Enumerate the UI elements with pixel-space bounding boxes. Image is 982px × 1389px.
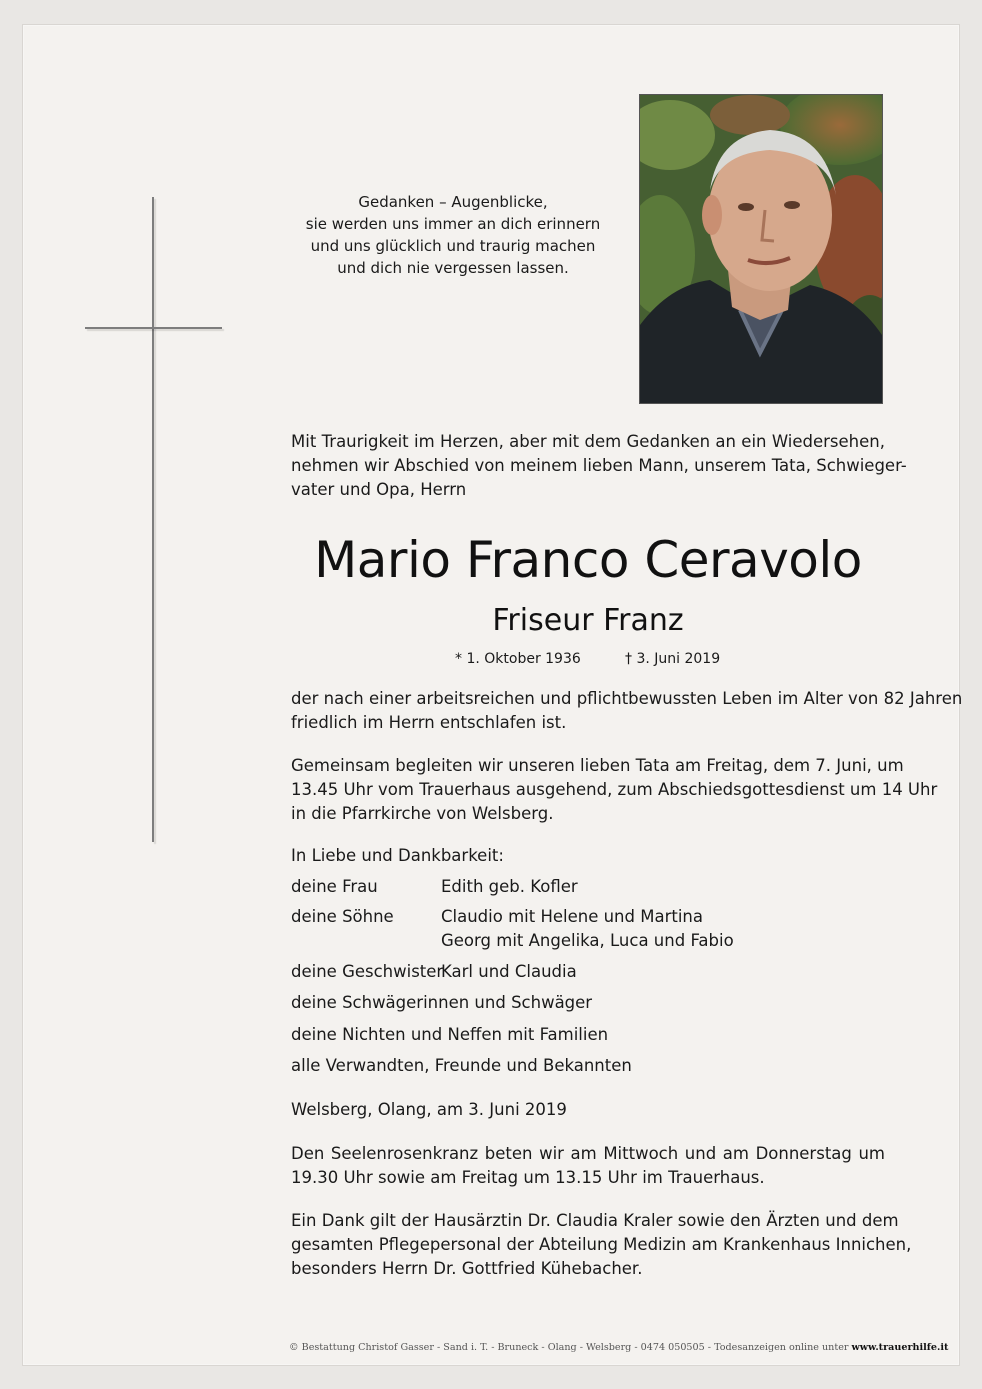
deceased-nickname: Friseur Franz bbox=[492, 603, 684, 638]
funeral-line: Gemeinsam begleiten wir unseren lieben Tata am Freitag, dem 7. Juni, um bbox=[291, 756, 904, 775]
deceased-name: Mario Franco Ceravolo bbox=[314, 531, 862, 589]
family-relation: deine Nichten und Neffen mit Familien bbox=[291, 1025, 609, 1044]
thanks-paragraph bbox=[291, 1209, 912, 1281]
portrait-illustration bbox=[640, 95, 882, 403]
thanks-line: Ein Dank gilt der Hausärztin Dr. Claudia Kraler sowie den Ärzten und dem bbox=[291, 1211, 899, 1230]
obituary-card bbox=[22, 24, 963, 1366]
footer-link[interactable]: www.trauerhilfe.it bbox=[851, 1342, 949, 1353]
family-relation: deine Schwägerinnen und Schwäger bbox=[291, 993, 593, 1012]
funeral-line: 13.45 Uhr vom Trauerhaus ausgehend, zum Abschiedsgottesdienst um 14 Uhr bbox=[291, 780, 938, 799]
footer-text: © Bestattung Christof Gasser - Sand i. T. - Bruneck - Olang - Welsberg - 0474 050505 - Todesanzeigen online unter bbox=[289, 1342, 852, 1353]
rosary-line: Den Seelenrosenkranz beten wir am Mittwoch und am Donnerstag um bbox=[291, 1144, 885, 1163]
portrait-photo bbox=[639, 94, 883, 404]
place-date: Welsberg, Olang, am 3. Juni 2019 bbox=[291, 1100, 567, 1119]
family-relation: deine Frau bbox=[291, 877, 378, 896]
thanks-line: besonders Herrn Dr. Gottfried Kühebacher. bbox=[291, 1259, 643, 1278]
passing-line: der nach einer arbeitsreichen und pflichtbewussten Leben im Alter von 82 Jahren bbox=[291, 689, 963, 708]
family-list bbox=[291, 875, 885, 1115]
family-heading: In Liebe und Dankbarkeit: bbox=[291, 846, 504, 865]
rosary-line: 19.30 Uhr sowie am Freitag um 13.15 Uhr im Trauerhaus. bbox=[291, 1168, 765, 1187]
death-date: † 3. Juni 2019 bbox=[625, 651, 721, 667]
birth-date: * 1. Oktober 1936 bbox=[455, 651, 581, 667]
passing-line: friedlich im Herrn entschlafen ist. bbox=[291, 713, 567, 732]
passing-paragraph bbox=[291, 687, 963, 735]
intro-paragraph bbox=[291, 430, 907, 502]
memorial-quote bbox=[293, 191, 613, 279]
family-names: Georg mit Angelika, Luca und Fabio bbox=[441, 931, 734, 950]
family-relation: alle Verwandten, Freunde und Bekannten bbox=[291, 1056, 632, 1075]
intro-line: nehmen wir Abschied von meinem lieben Mann, unserem Tata, Schwieger- bbox=[291, 456, 907, 475]
rosary-paragraph bbox=[291, 1142, 885, 1190]
funeral-line: in die Pfarrkirche von Welsberg. bbox=[291, 804, 554, 823]
life-dates bbox=[455, 649, 720, 669]
footer-credit bbox=[289, 1342, 949, 1353]
quote-line: und dich nie vergessen lassen. bbox=[337, 259, 569, 277]
family-relation: deine Geschwister bbox=[291, 962, 444, 981]
quote-line: sie werden uns immer an dich erinnern bbox=[305, 215, 601, 233]
family-names: Edith geb. Kofler bbox=[441, 877, 578, 896]
thanks-line: gesamten Pflegepersonal der Abteilung Medizin am Krankenhaus Innichen, bbox=[291, 1235, 912, 1254]
quote-line: und uns glücklich und traurig machen bbox=[310, 237, 596, 255]
intro-line: vater und Opa, Herrn bbox=[291, 480, 467, 499]
intro-line: Mit Traurigkeit im Herzen, aber mit dem Gedanken an ein Wiedersehen, bbox=[291, 432, 885, 451]
quote-line: Gedanken – Augenblicke, bbox=[358, 193, 548, 211]
cross-vertical-bar bbox=[152, 197, 154, 842]
family-names: Claudio mit Helene und Martina bbox=[441, 907, 703, 926]
family-relation: deine Söhne bbox=[291, 907, 394, 926]
funeral-paragraph bbox=[291, 754, 938, 826]
cross-horizontal-bar bbox=[85, 327, 222, 329]
family-names: Karl und Claudia bbox=[441, 962, 577, 981]
